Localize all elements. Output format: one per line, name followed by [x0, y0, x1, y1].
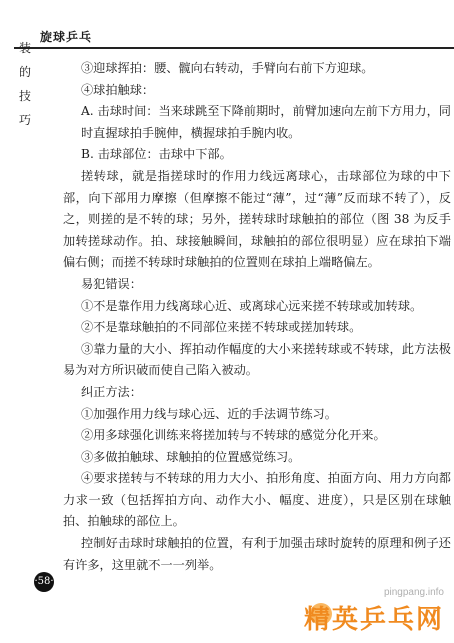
watermark — [300, 587, 450, 637]
list-item: ①加强作用力线与球心远、近的手法调节练习。 — [81, 406, 337, 421]
list-item: ④要求搓转与不转球的用力大小、拍形角度、拍面方向、用力方向都力求一致（包括挥拍方向、动作大小、幅度、进度），只是区别在球触拍、拍触球的部位上。 — [63, 471, 451, 529]
list-item: ③靠力量的大小、挥拍动作幅度的大小来搓转球或不转球，此方法极易为对方所识破而使自己陷入被动。 — [63, 341, 451, 378]
paragraph: 搓转球，就是指搓球时的作用力线远离球心，击球部位为球的中下部，向下部用力摩擦（但摩擦不能过“薄”，过“薄”反而球不转了），反之，则搓的是不转的球；另外，搓转球时球触拍的部位（图 38 为反手加转搓球动作。拍、球接触瞬间，球触拍的部位很明显）应在球拍下端偏右侧；而搓不转球时球触拍的位置则在球拍上端略偏左。 — [63, 168, 451, 270]
section-heading: 纠正方法： — [81, 384, 142, 399]
page-number: ·58· — [34, 572, 54, 592]
paragraph: A. 击球时间：当来球跳至下降前期时，前臂加速向左前下方用力，同时直握球拍手腕伸，横握球拍手腕内收。 — [81, 104, 451, 140]
list-item: ③多做拍触球、球触拍的位置感觉练习。 — [81, 449, 301, 464]
list-item: ①不是靠作用力线离球心近、或离球心远来搓不转球或加转球。 — [81, 298, 423, 313]
side-label — [17, 38, 33, 134]
side-label-char: 装 — [18, 41, 31, 55]
body-text — [63, 58, 451, 576]
paragraph: B. 击球部位：击球中下部。 — [81, 147, 232, 162]
paragraph: ④球拍触球： — [81, 82, 155, 97]
paragraph: ③迎球挥拍：腰、髋向右转动，手臂向右前下方迎球。 — [81, 61, 374, 75]
list-item: ②不是靠球触拍的不同部位来搓不转球或搓加转球。 — [81, 320, 362, 335]
watermark-url: pingpang.info — [383, 587, 444, 598]
paragraph: 控制好击球时球触拍的位置，有利于加强击球时旋转的原理和例子还有许多，这里就不一一列举。 — [63, 536, 451, 572]
watermark-text: 精英乒乓网 — [303, 605, 444, 635]
header-rule — [14, 47, 454, 49]
side-label-char: 技 — [18, 89, 31, 103]
list-item: ②用多球强化训练来将搓加转与不转球的感觉分化开来。 — [81, 428, 386, 443]
section-heading: 易犯错误： — [81, 276, 142, 291]
side-label-char: 巧 — [18, 113, 31, 127]
side-label-char: 的 — [18, 65, 31, 79]
running-head: 旋球乒乓 — [40, 30, 93, 44]
